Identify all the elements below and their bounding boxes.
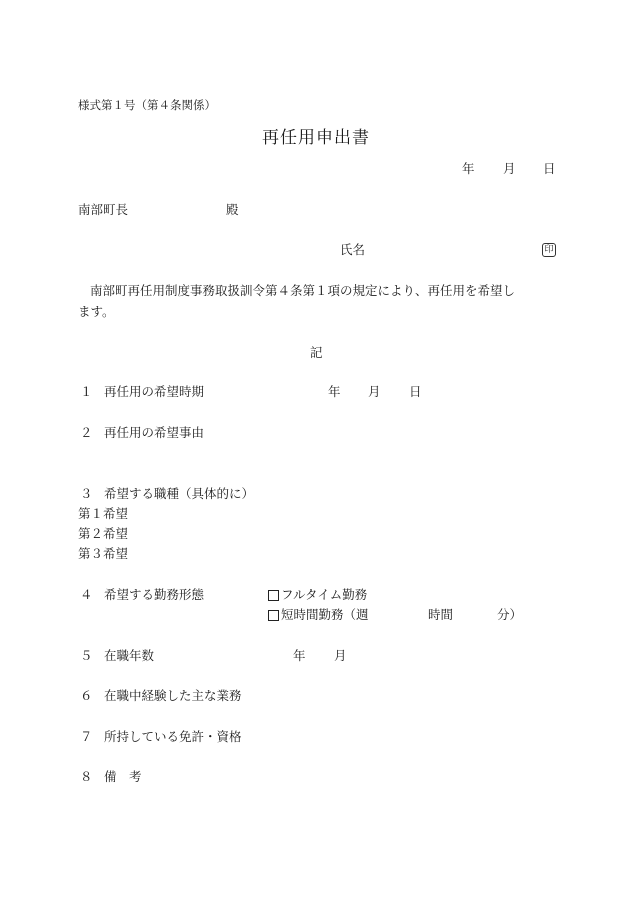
minutes-label: 分） bbox=[497, 607, 523, 622]
date-day-label: 日 bbox=[543, 161, 556, 176]
item5-label: 在職年数 bbox=[104, 648, 155, 663]
seal-mark: 印 bbox=[542, 243, 556, 257]
item6-label: 在職中経験した主な業務 bbox=[104, 688, 242, 703]
addressee-honorific: 殿 bbox=[226, 202, 239, 217]
item7-number: ７ bbox=[80, 729, 93, 744]
item1-label: 再任用の希望時期 bbox=[104, 384, 205, 399]
shorttime-checkbox[interactable] bbox=[268, 610, 279, 621]
page-title: 再任用申出書 bbox=[262, 128, 370, 148]
name-label: 氏名 bbox=[340, 242, 366, 257]
addressee: 南部町長 bbox=[78, 202, 129, 217]
item3-choice3: 第３希望 bbox=[78, 546, 129, 561]
item6-number: ６ bbox=[80, 688, 93, 703]
fulltime-option-label: フルタイム勤務 bbox=[281, 587, 368, 602]
shorttime-option-label: 短時間勤務（週 bbox=[281, 607, 369, 622]
item1-month-label: 月 bbox=[368, 384, 381, 399]
item3-number: ３ bbox=[80, 486, 93, 501]
fulltime-checkbox[interactable] bbox=[268, 590, 279, 601]
form-number: 様式第１号（第４条関係） bbox=[78, 98, 216, 112]
item3-choice2: 第２希望 bbox=[78, 526, 129, 541]
body-text-line1: 南部町再任用制度事務取扱訓令第４条第１項の規定により、再任用を希望し bbox=[90, 283, 516, 298]
item2-label: 再任用の希望事由 bbox=[104, 425, 205, 440]
item1-number: １ bbox=[80, 384, 93, 399]
item5-number: ５ bbox=[80, 648, 93, 663]
item8-label: 備 考 bbox=[104, 769, 142, 784]
item4-label: 希望する勤務形態 bbox=[104, 587, 205, 602]
item8-number: ８ bbox=[80, 769, 93, 784]
item7-label: 所持している免許・資格 bbox=[104, 729, 242, 744]
item5-month-label: 月 bbox=[334, 648, 347, 663]
item1-year-label: 年 bbox=[328, 384, 341, 399]
item4-number: ４ bbox=[80, 587, 93, 602]
item1-day-label: 日 bbox=[409, 384, 422, 399]
ki-heading: 記 bbox=[310, 345, 323, 360]
body-text-line2: ます。 bbox=[78, 304, 115, 319]
item2-number: ２ bbox=[80, 425, 93, 440]
date-month-label: 月 bbox=[503, 161, 516, 176]
hours-label: 時間 bbox=[428, 607, 454, 622]
date-year-label: 年 bbox=[462, 161, 475, 176]
item3-label: 希望する職種（具体的に） bbox=[104, 486, 255, 501]
item5-year-label: 年 bbox=[293, 648, 306, 663]
item3-choice1: 第１希望 bbox=[78, 506, 129, 521]
